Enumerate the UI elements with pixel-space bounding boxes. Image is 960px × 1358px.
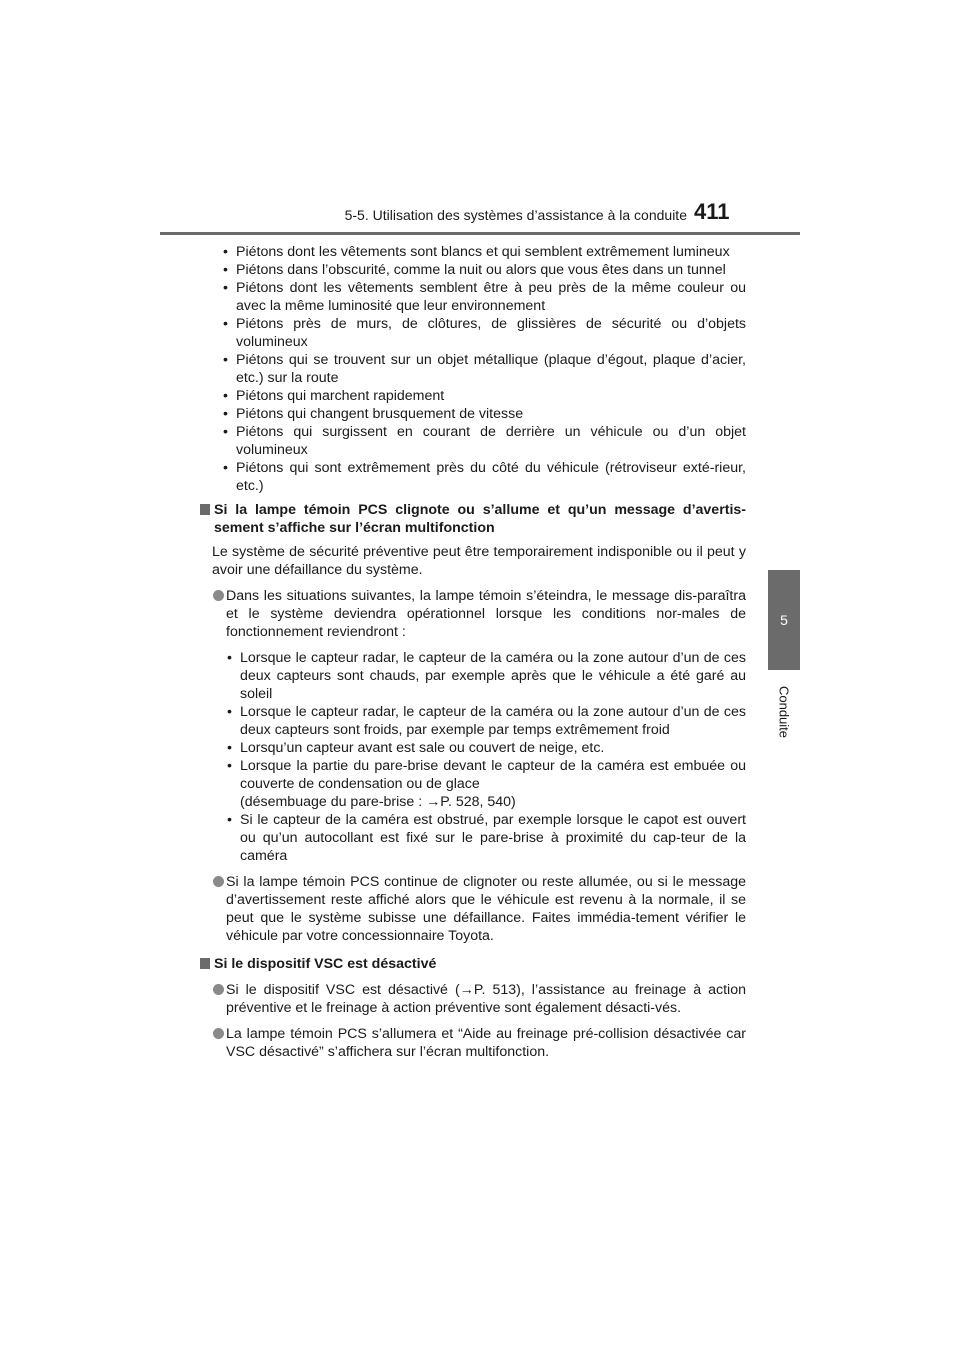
sub-list [212, 649, 746, 865]
section-heading: Si le dispositif VSC est désactivé [200, 955, 746, 973]
cross-reference: (désembuage du pare-brise : →P. 528, 540) [240, 794, 516, 810]
list-item: La lampe témoin PCS s’allumera et “Aide au freinage pré-collision désactivée car VSC désactivé” s’affichera sur l’écran multifonction. [212, 1025, 746, 1061]
circle-bullet-icon [213, 1028, 224, 1039]
list-item: • Piétons qui marchent rapidement [223, 388, 445, 404]
square-bullet-icon [200, 504, 210, 515]
list-item: Si le dispositif VSC est désactivé (→P. 513), l’assistance au freinage à action préventive et le freinage à action préventive sont également désacti-vés. [212, 981, 746, 1017]
page-number: 411 [694, 199, 730, 224]
list-item: • Piétons près de murs, de clôtures, de glissières de sécurité ou d’objets volumineux [223, 316, 746, 350]
circle-bullet-icon [213, 984, 224, 995]
list-item: • Piétons qui se trouvent sur un objet métallique (plaque d’égout, plaque d’acier, etc.) sur la route [223, 352, 746, 386]
chapter-number: 5 [780, 612, 788, 628]
circle-bullet-icon [213, 876, 224, 887]
paragraph: Le système de sécurité préventive peut être temporairement indisponible ou il peut y avoir une défaillance du système. [212, 544, 746, 578]
list-item: • Lorsqu’un capteur avant est sale ou couvert de neige, etc. [227, 740, 605, 756]
list-item: • Piétons qui changent brusquement de vitesse [223, 406, 524, 422]
list-item: • Lorsque le capteur radar, le capteur de la caméra ou la zone autour d’un de ces deux capteurs sont froids, par exemple par temps extrêmement froid [227, 704, 746, 738]
list-item: • Si le capteur de la caméra est obstrué, par exemple lorsque le capot est ouvert ou qu’un autocollant est fixé sur le pare-brise à proximité du cap-teur de la caméra [227, 812, 746, 864]
header-rule [160, 232, 800, 235]
section-heading: Si la lampe témoin PCS clignote ou s’allume et qu’un message d’avertis-sement s’affiche sur l’écran multifonction [200, 501, 746, 537]
running-header: 5-5. Utilisation des systèmes d’assistance à la conduite [344, 207, 687, 223]
list-item: • Piétons qui surgissent en courant de derrière un véhicule ou d’un objet volumineux [223, 424, 746, 458]
list-item: • Lorsque la partie du pare-brise devant le capteur de la caméra est embuée ou couverte de condensation ou de glace (désembuage du pare-brise : →P. 528, 540) [227, 758, 746, 810]
list-item: • Piétons qui sont extrêmement près du côté du véhicule (rétroviseur exté-rieur, etc.) [223, 460, 746, 494]
list-item: • Piétons dont les vêtements semblent être à peu près de la même couleur ou avec la même luminosité que leur environnement [223, 280, 746, 314]
list-item: • Lorsque le capteur radar, le capteur de la caméra ou la zone autour d’un de ces deux capteurs sont chauds, par exemple après que le véhicule a été garé au soleil [227, 650, 746, 702]
chapter-label: Conduite [776, 685, 792, 739]
square-bullet-icon [200, 958, 210, 969]
body-text [212, 243, 746, 1061]
circle-bullet-icon [213, 590, 224, 601]
chapter-tab [768, 570, 800, 670]
list-item: • Piétons dans l’obscurité, comme la nuit ou alors que vous êtes dans un tunnel [223, 262, 726, 278]
list-item: • Piétons dont les vêtements sont blancs et qui semblent extrêmement lumineux [223, 244, 730, 260]
list-item: Si la lampe témoin PCS continue de clignoter ou reste allumée, ou si le message d’avertissement reste affiché alors que le véhicule est revenu à la normale, il se peut que le système subisse une défaillance. Faites immédia-tement vérifier le véhicule par votre concessionnaire Toyota. [212, 873, 746, 945]
list-item: Dans les situations suivantes, la lampe témoin s’éteindra, le message dis-paraîtra et le système deviendra opérationnel lorsque les conditions nor-males de fonctionnement reviendront : [212, 587, 746, 641]
